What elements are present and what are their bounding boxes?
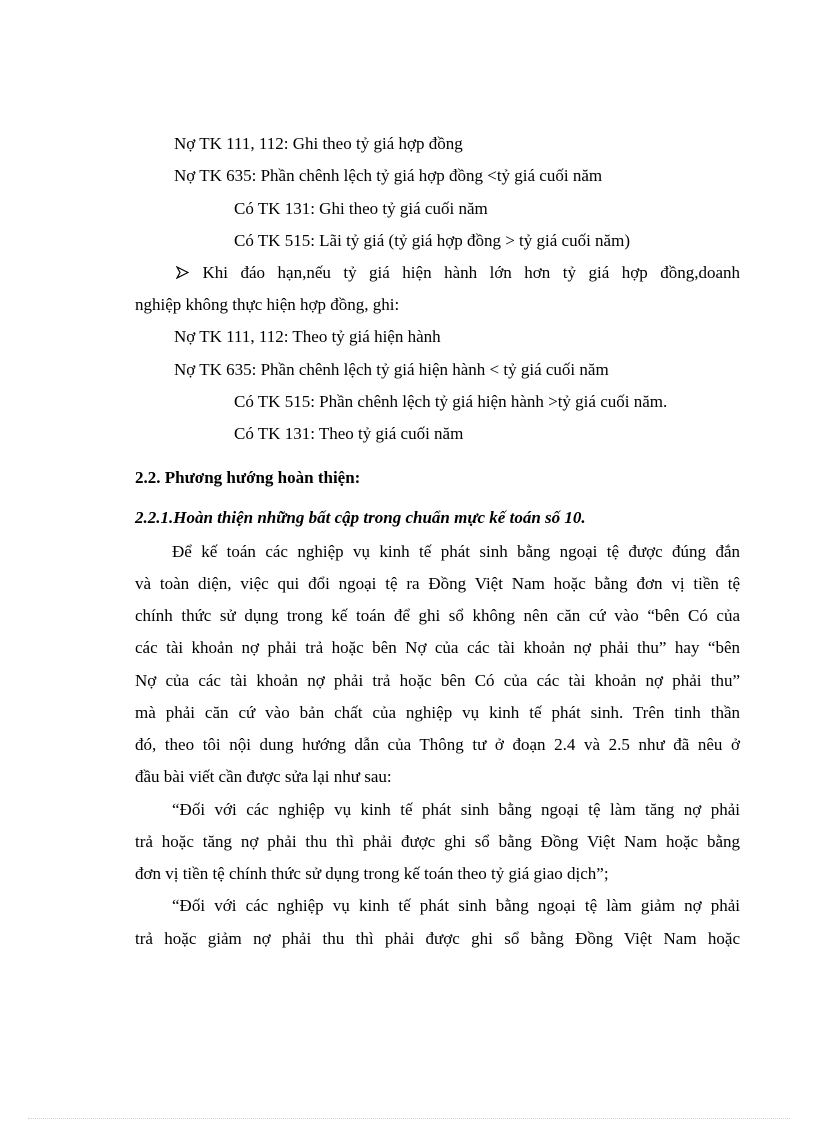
arrowhead-bullet-icon [176, 262, 190, 284]
paragraph2-line1: “Đối với các nghiệp vụ kinh tế phát sinh bằng ngoại tệ làm tăng nợ phải [172, 800, 740, 819]
paragraph1-line2: và toàn diện, việc qui đổi ngoại tệ ra Đồng Việt Nam hoặc bằng đơn vị tiền tệ [135, 574, 740, 593]
entry-credit-131-current: Có TK 131: Theo tỷ giá cuối năm [234, 424, 464, 443]
paragraph2-line2: trả hoặc tăng nợ phải thu thì phải được ghi sổ bằng Đồng Việt Nam hoặc bằng [135, 832, 740, 851]
paragraph1-line1: Để kế toán các nghiệp vụ kinh tế phát sinh bằng ngoại tệ được đúng đắn [172, 542, 740, 561]
entry-debit-635: Nợ TK 635: Phần chênh lệch tỷ giá hợp đồng <tỷ giá cuối năm [174, 166, 603, 185]
entry-debit-111-112: Nợ TK 111, 112: Ghi theo tỷ giá hợp đồng [174, 134, 463, 153]
entry-debit-635-current: Nợ TK 635: Phần chênh lệch tỷ giá hiện hành < tỷ giá cuối năm [174, 360, 609, 379]
paragraph1-line7: đó, theo tôi nội dung hướng dẫn của Thông tư ở đoạn 2.4 và 2.5 như đã nêu ở [135, 735, 740, 754]
paragraph3-line2: trả hoặc giảm nợ phải thu thì phải được ghi sổ bằng Đồng Việt Nam hoặc [135, 929, 740, 948]
paragraph1-line6: mà phải căn cứ vào bản chất của nghiệp vụ kinh tế phát sinh. Trên tinh thần [135, 703, 740, 722]
section-heading: 2.2. Phương hướng hoàn thiện: [135, 468, 361, 487]
paragraph1-line3: chính thức sử dụng trong kế toán để ghi sổ không nên căn cứ vào “bên Có của [135, 606, 740, 625]
entry-credit-515: Có TK 515: Lãi tỷ giá (tỷ giá hợp đồng > tỷ giá cuối năm) [234, 231, 630, 250]
paragraph2-line3: đơn vị tiền tệ chính thức sử dụng trong kế toán theo tỷ giá giao dịch”; [135, 864, 609, 883]
subsection-heading: 2.2.1.Hoàn thiện những bất cập trong chuẩn mực kế toán số 10. [135, 508, 586, 527]
paragraph1-line8: đầu bài viết cần được sửa lại như sau: [135, 767, 392, 786]
paragraph1-line5: Nợ của các tài khoản nợ phải trả hoặc bên Có của các tài khoản nợ phải thu” [135, 671, 740, 690]
entry-credit-515-current: Có TK 515: Phần chênh lệch tỷ giá hiện hành >tỷ giá cuối năm. [234, 392, 668, 411]
bullet-text-continuation: nghiệp không thực hiện hợp đồng, ghi: [135, 295, 400, 314]
page-bottom-divider [28, 1118, 790, 1119]
paragraph3-line1: “Đối với các nghiệp vụ kinh tế phát sinh bằng ngoại tệ làm giảm nợ phải [172, 896, 740, 915]
paragraph1-line4: các tài khoản nợ phải trả hoặc bên Nợ của các tài khoản nợ phải thu” hay “bên [135, 638, 740, 657]
entry-debit-111-112-current: Nợ TK 111, 112: Theo tỷ giá hiện hành [174, 327, 441, 346]
entry-credit-131: Có TK 131: Ghi theo tỷ giá cuối năm [234, 199, 488, 218]
bullet-text: Khi đáo hạn,nếu tỷ giá hiện hành lớn hơn tỷ giá hợp đồng,doanh [202, 263, 741, 282]
bullet-paragraph-line [176, 262, 740, 284]
